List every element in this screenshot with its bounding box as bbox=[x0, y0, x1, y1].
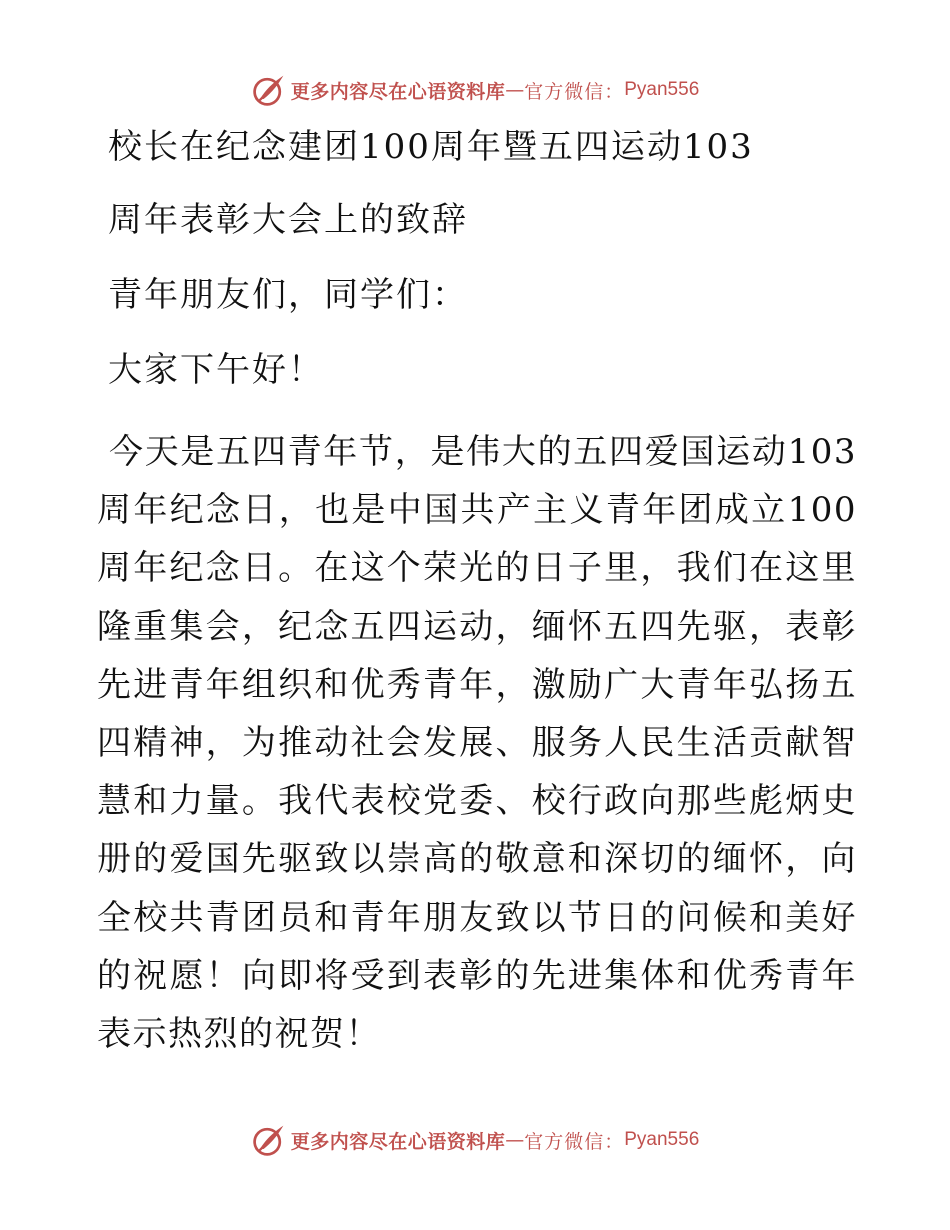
body-paragraph: 今天是五四青年节，是伟大的五四爱国运动103周年纪念日，也是中国共产主义青年团成立100周年纪念日。在这个荣光的日子里，我们在这里隆重集会，纪念五四运动，缅怀五四先驱，表彰先进青年组织和优秀青年，激励广大青年弘扬五四精神，为推动社会发展、服务人民生活贡献智慧和力量。我代表校党委、校行政向那些彪炳史册的爱国先驱致以崇高的敬意和深切的缅怀，向全校共青团员和青年朋友致以节日的问候和美好的祝愿！向即将受到表彰的先进集体和优秀青年表示热烈的祝贺！ bbox=[97, 432, 857, 1055]
salutation: 青年朋友们，同学们： bbox=[108, 275, 468, 315]
watermark-wechat-id: Pyan556 bbox=[624, 1129, 700, 1150]
greeting: 大家下午好！ bbox=[108, 350, 324, 390]
watermark-wechat-id: Pyan556 bbox=[624, 79, 700, 100]
watermark-label: 官方微信： bbox=[524, 80, 625, 103]
quill-logo-icon bbox=[251, 72, 287, 108]
watermark-dash: — bbox=[505, 79, 525, 101]
title-line-2: 周年表彰大会上的致辞 bbox=[108, 200, 468, 240]
watermark-dash: — bbox=[505, 1129, 525, 1151]
title-line-1: 校长在纪念建团100周年暨五四运动103 bbox=[108, 127, 754, 167]
watermark-main-text: 更多内容尽在心语资料库 bbox=[290, 80, 506, 103]
quill-logo-icon bbox=[251, 1122, 287, 1158]
watermark-main-text: 更多内容尽在心语资料库 bbox=[290, 1130, 506, 1153]
watermark-label: 官方微信： bbox=[524, 1130, 625, 1153]
header-watermark bbox=[0, 70, 950, 110]
footer-watermark bbox=[0, 1120, 950, 1160]
